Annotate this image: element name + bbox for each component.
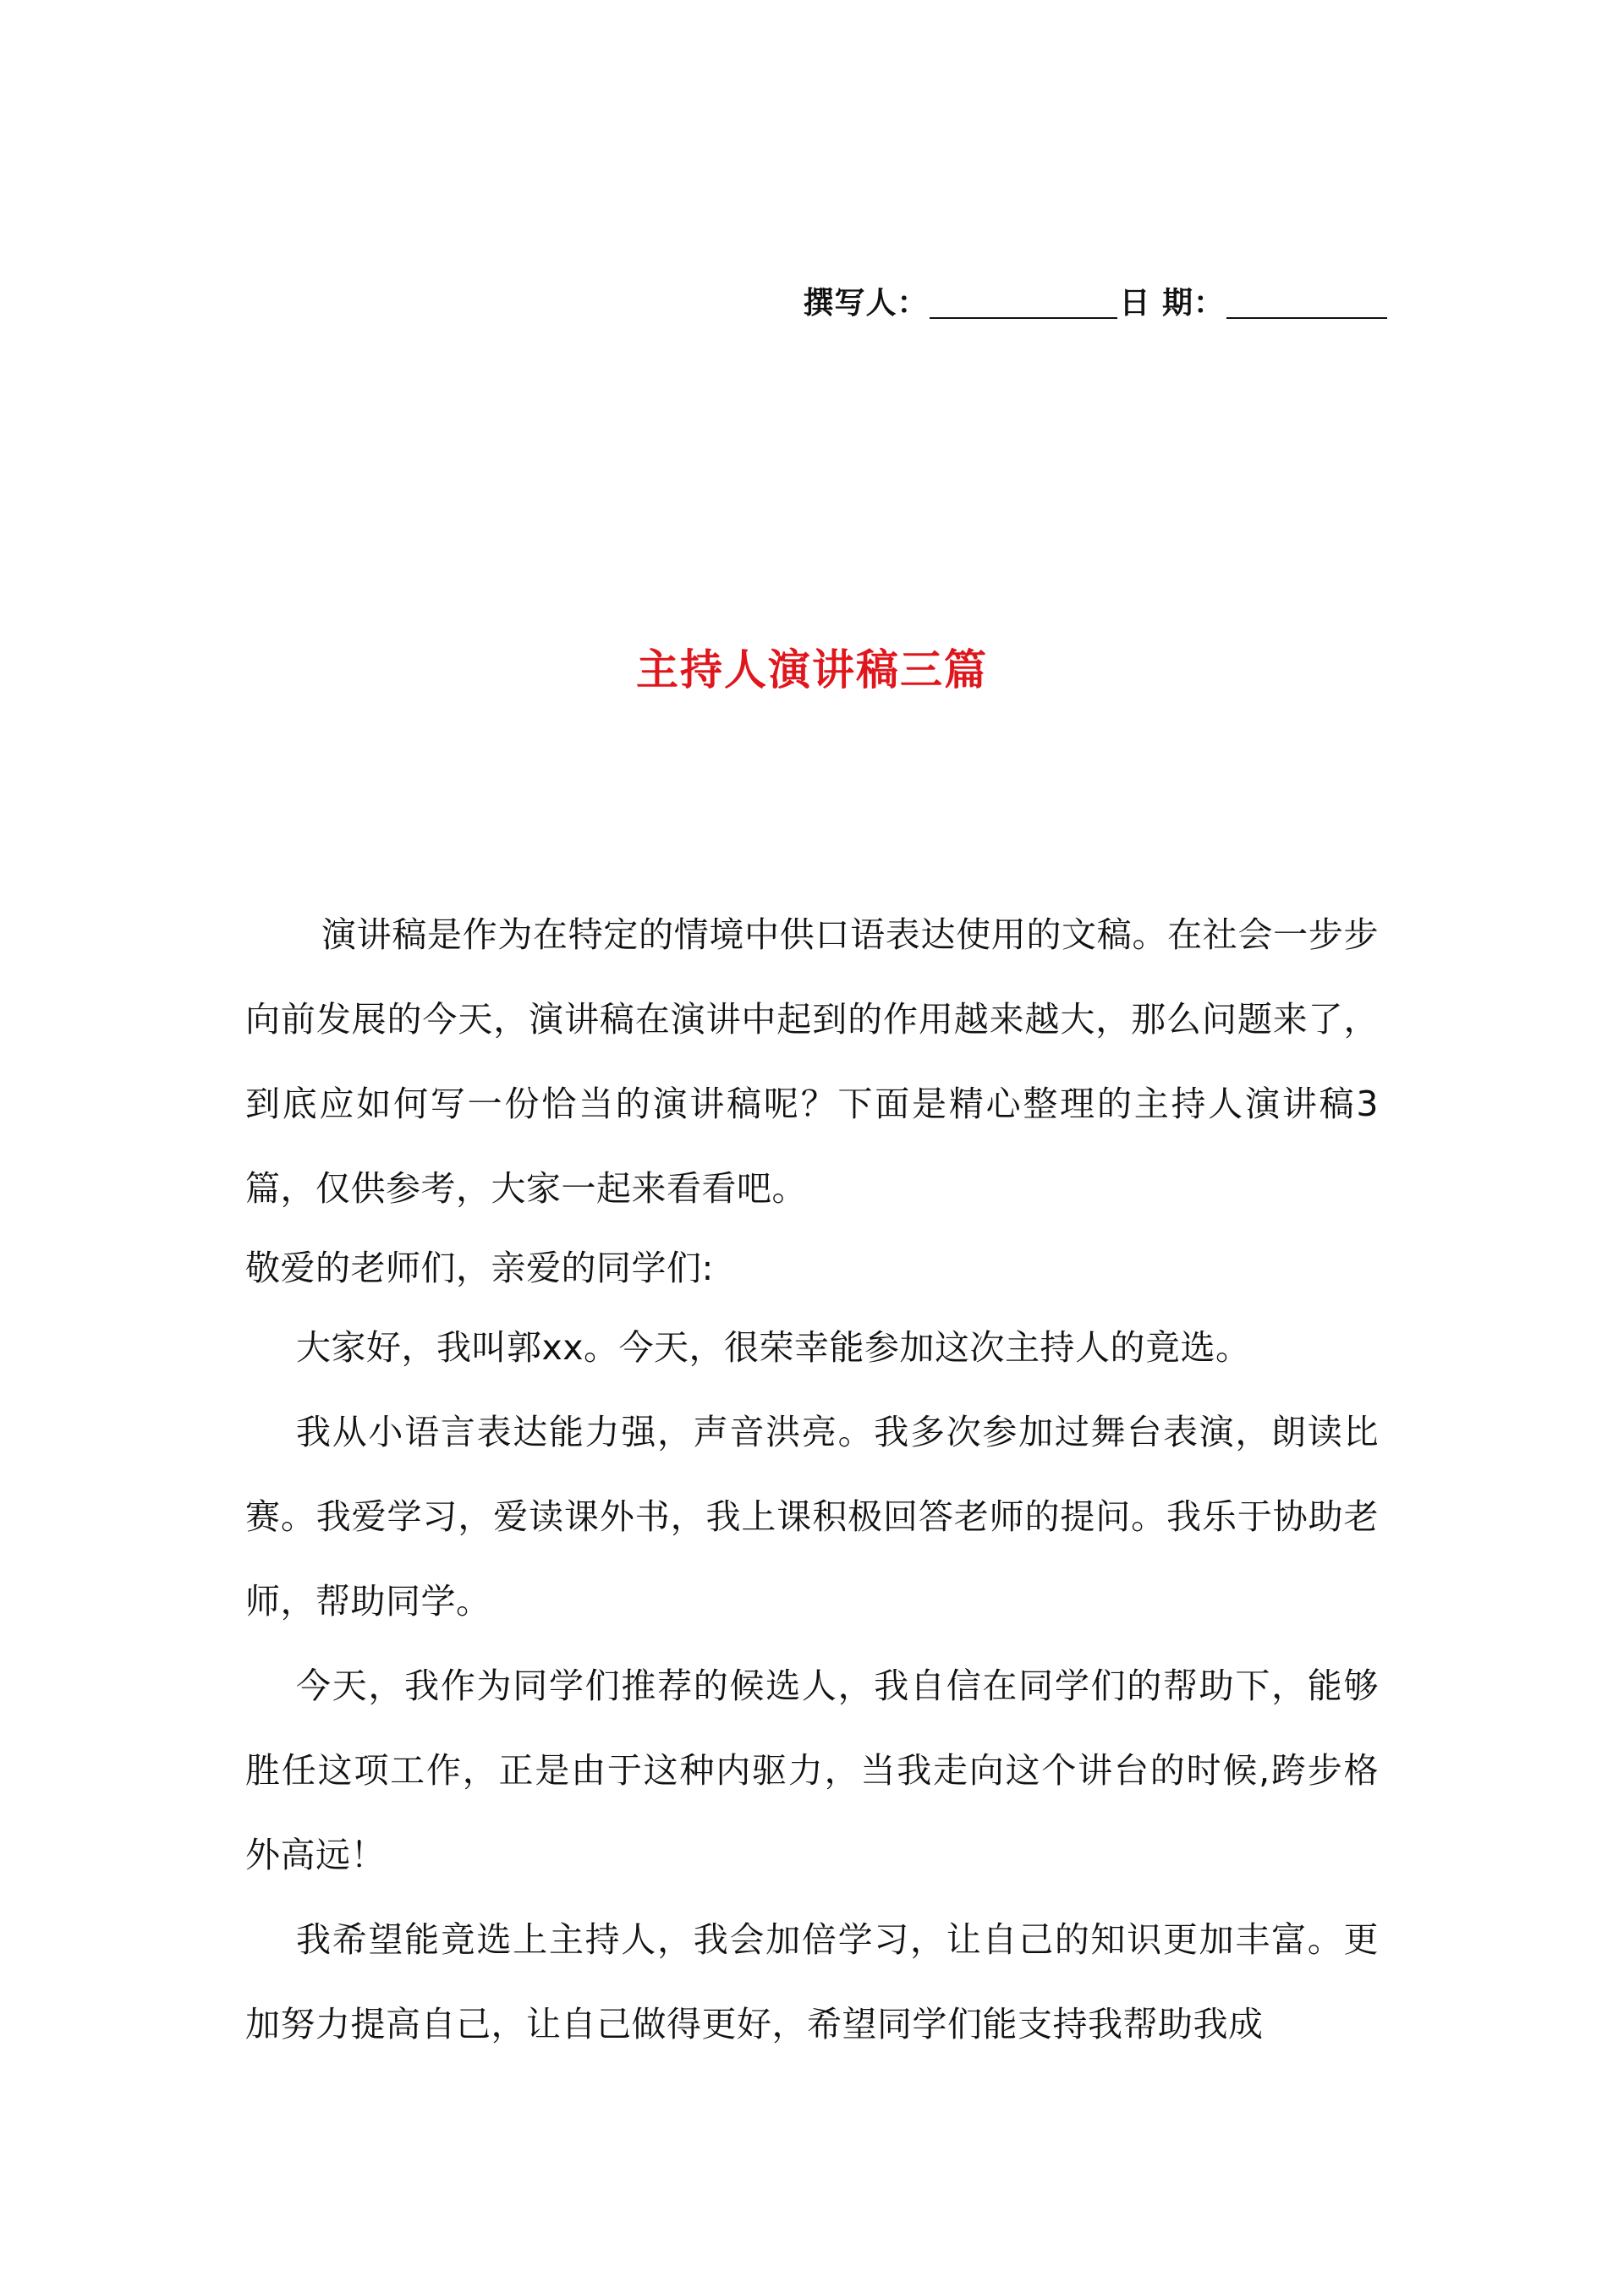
- date-label: 日 期：: [1119, 286, 1225, 321]
- body-paragraph-3: 今天，我作为同学们推荐的候选人，我自信在同学们的帮助下，能够胜任这项工作，正是由于这种内驱力，当我走向这个讲台的时候,跨步格外高远！: [245, 1666, 1379, 1875]
- document-body: [245, 892, 1379, 2066]
- body-paragraph-2: 我从小语言表达能力强，声音洪亮。我多次参加过舞台表演，朗读比赛。我爱学习，爱读课外书，我上课积极回答老师的提问。我乐于协助老师，帮助同学。: [245, 1412, 1379, 1622]
- document-title: 主持人演讲稿三篇: [636, 645, 988, 694]
- greeting-line: 敬爱的老师们，亲爱的同学们:: [245, 1248, 714, 1288]
- body-paragraph-1: 大家好，我叫郭xx。今天，很荣幸能参加这次主持人的竟选。: [296, 1327, 1251, 1368]
- body-paragraph-4: 我希望能竟选上主持人，我会加倍学习，让自己的知识更加丰富。更加努力提高自己，让自己做得更好，希望同学们能支持我帮助我成: [245, 1919, 1379, 2044]
- date-blank-field[interactable]: [1226, 287, 1387, 319]
- author-date-line: [803, 279, 1389, 322]
- intro-paragraph: 演讲稿是作为在特定的情境中供口语表达使用的文稿。在社会一步步向前发展的今天，演讲稿在演讲中起到的作用越来越大，那么问题来了，到底应如何写一份恰当的演讲稿呢？下面是精心整理的主持人演讲稿3篇，仅供参考，大家一起来看看吧。: [245, 914, 1379, 1209]
- author-label: 撰写人：: [803, 286, 929, 321]
- author-blank-field[interactable]: [930, 287, 1117, 319]
